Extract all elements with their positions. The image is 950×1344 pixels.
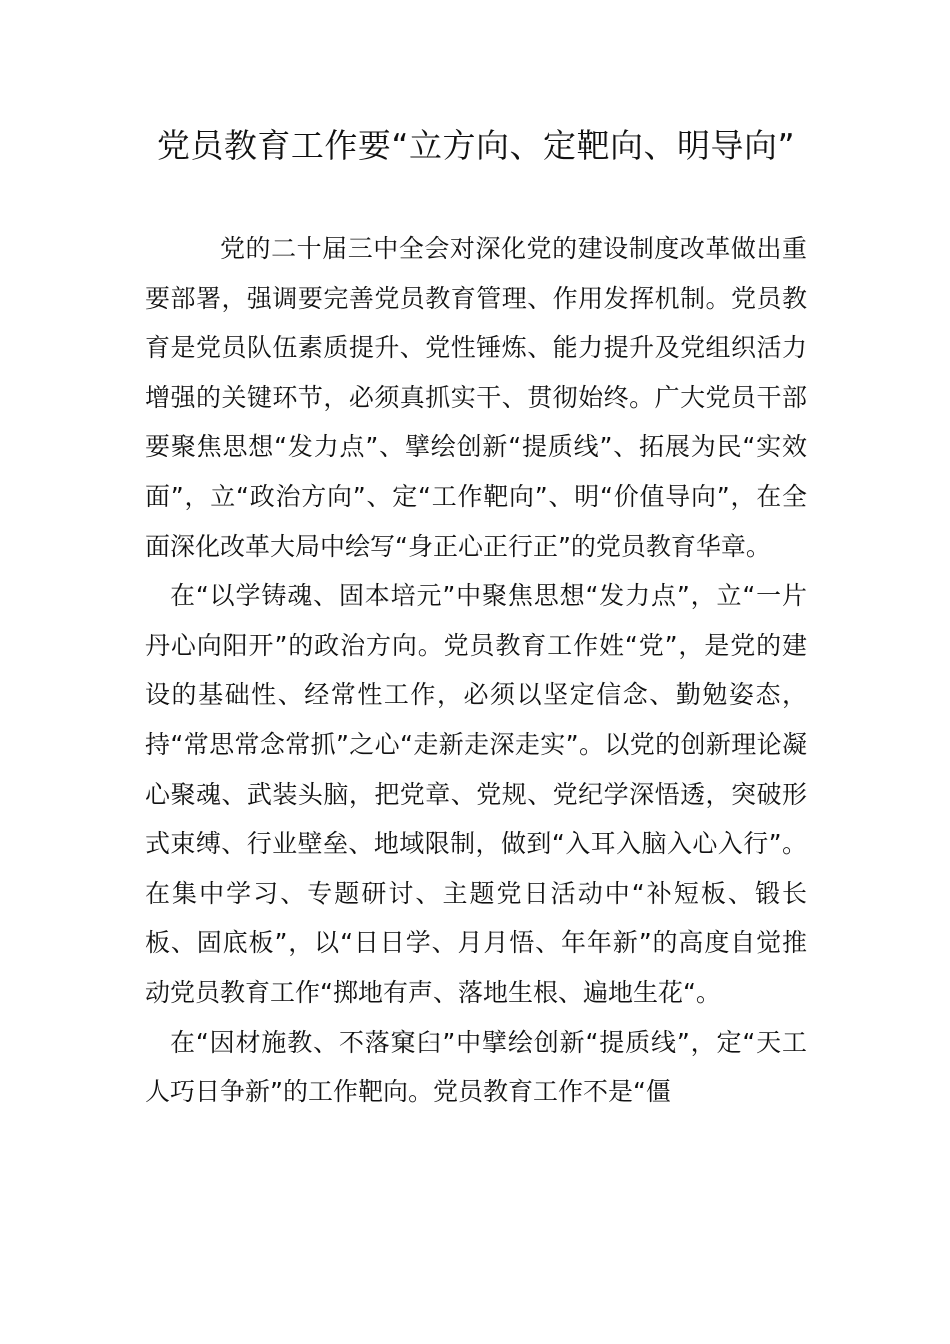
paragraph-3: 在“因材施教、不落窠臼”中擘绘创新“提质线”，定“天工人巧日争新”的工作靶向。党员教育工作不是“僵 <box>145 1027 807 1107</box>
paragraph-1: 党的二十届三中全会对深化党的建设制度改革做出重要部署，强调要完善党员教育管理、作用发挥机制。党员教育是党员队伍素质提升、党性锤炼、能力提升及党组织活力增强的关键环节，必须真抓实干、贯彻始终。广大党员干部要聚焦思想“发力点”、擘绘创新“提质线”、拓展为民“实效面”，立“政治方向”、定“工作靶向”、明“价值导向”，在全面深化改革大局中绘写“身正心正行正”的党员教育华章。 <box>145 234 807 561</box>
document-body <box>145 224 807 1117</box>
paragraph-2: 在“以学铸魂、固本培元”中聚焦思想“发力点”，立“一片丹心向阳开”的政治方向。党员教育工作姓“党”，是党的建设的基础性、经常性工作，必须以坚定信念、勤勉姿态，持“常思常念常抓”之心“走新走深走实”。以党的创新理论凝心聚魂、武装头脑，把党章、党规、党纪学深悟透，突破形式束缚、行业壁垒、地域限制，做到“入耳入脑入心入行”。在集中学习、专题研讨、主题党日活动中“补短板、锻长板、固底板”，以“日日学、月月悟、年年新”的高度自觉推动党员教育工作“掷地有声、落地生根、遍地生花“。 <box>145 581 807 1007</box>
document-title: 党员教育工作要“立方向、定靶向、明导向” <box>156 126 796 165</box>
